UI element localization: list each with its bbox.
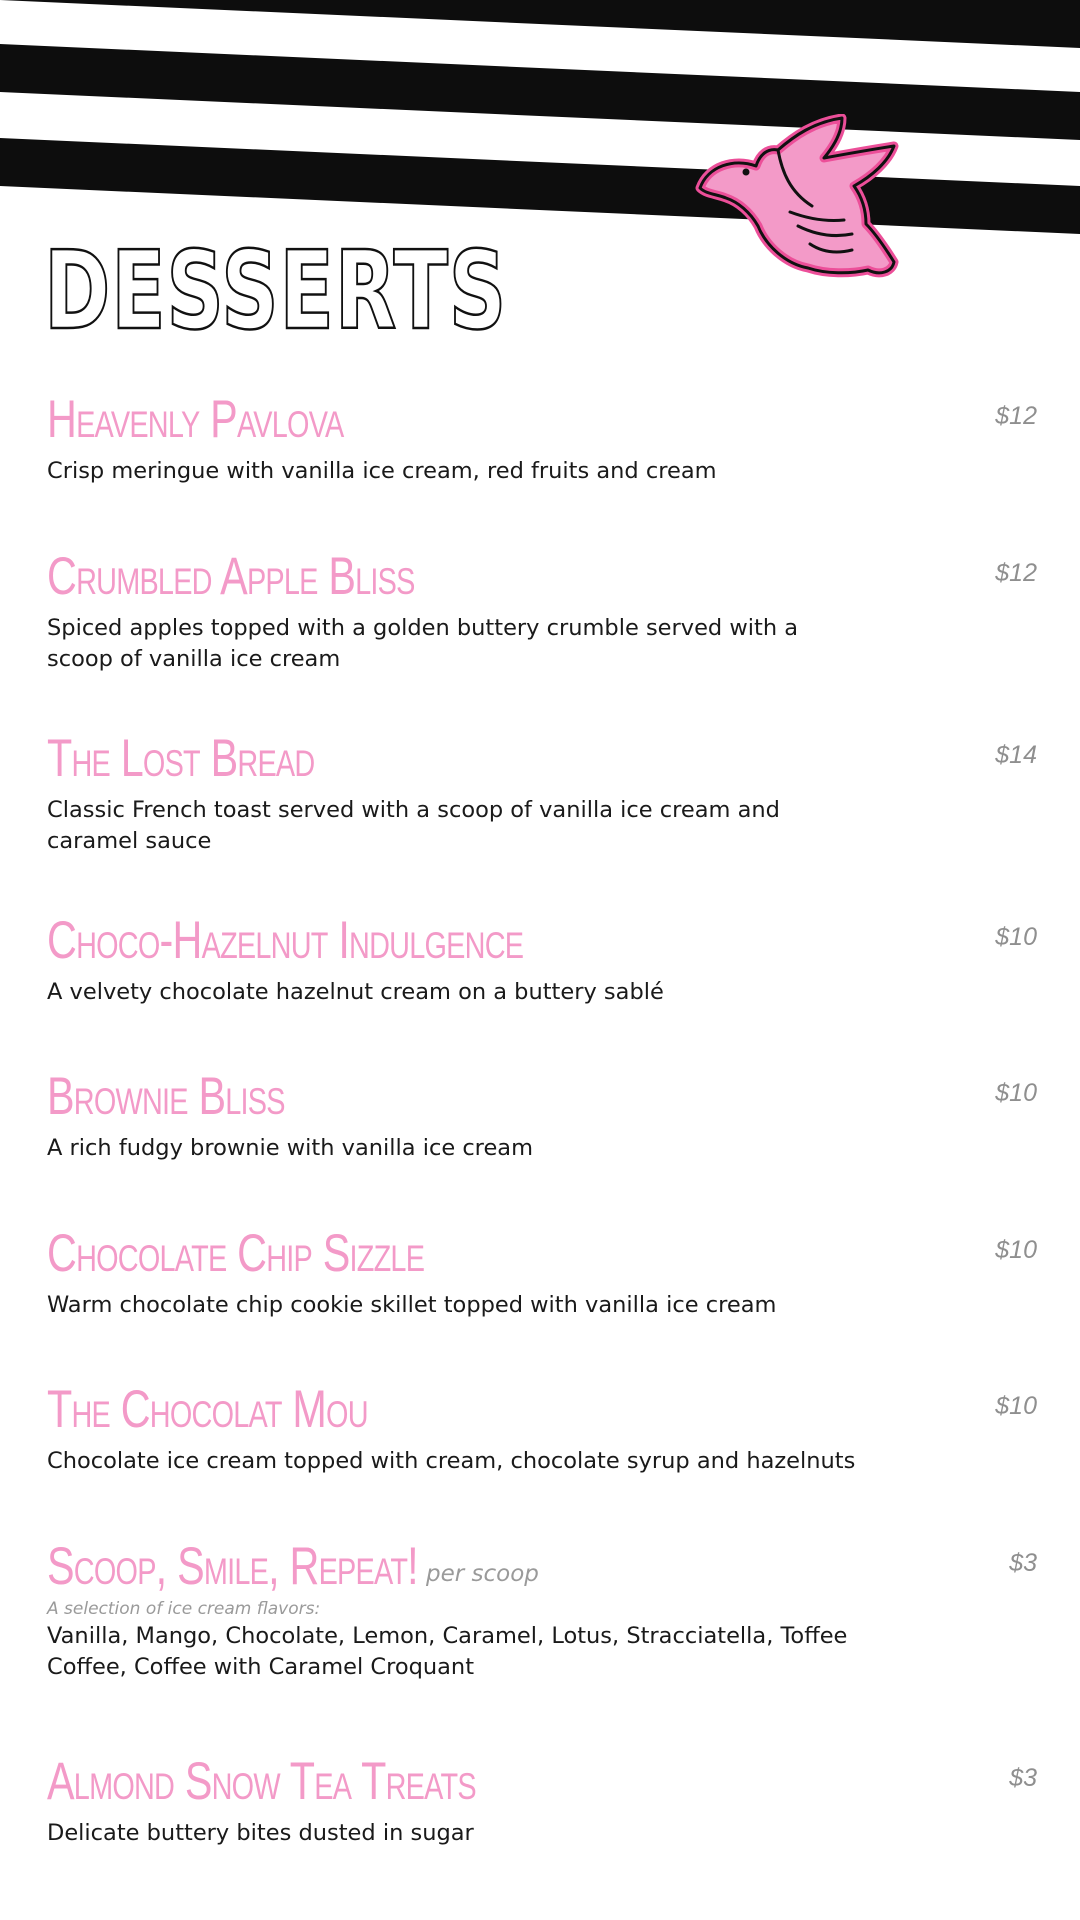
item-description: Vanilla, Mango, Chocolate, Lemon, Caramel, Lotus, Stracciatella, Toffee Coffee, Coffee with Caramel Croquant — [47, 1623, 848, 1680]
menu-item-the-lost-bread — [47, 729, 1037, 857]
menu-item-crumbled-apple-bliss — [47, 547, 1037, 675]
item-description: Classic French toast served with a scoop of vanilla ice cream and caramel sauce — [47, 797, 780, 854]
item-name-row — [47, 1067, 1037, 1127]
menu-title: DESSERTS — [44, 229, 508, 354]
item-description: A rich fudgy brownie with vanilla ice cream — [47, 1135, 533, 1161]
item-description: A velvety chocolate hazelnut cream on a buttery sablé — [47, 979, 664, 1005]
dove-icon — [694, 114, 910, 290]
item-description: Crisp meringue with vanilla ice cream, red fruits and cream — [47, 458, 717, 484]
stripe-3 — [0, 138, 1080, 234]
item-unit: per scoop — [426, 1561, 539, 1587]
stripe-2 — [0, 44, 1080, 140]
item-name: Almond Snow Tea Treats — [47, 1752, 476, 1811]
menu-item-chocolate-chip-sizzle — [47, 1224, 1037, 1321]
item-price: $14 — [995, 741, 1037, 769]
item-description: Delicate buttery bites dusted in sugar — [47, 1820, 474, 1846]
menu-item-scoop-smile-repeat — [47, 1537, 1037, 1683]
item-price: $12 — [995, 402, 1037, 430]
item-price: $10 — [995, 1236, 1037, 1264]
item-name: Choco-Hazelnut Indulgence — [47, 911, 524, 970]
item-name-row — [47, 911, 1037, 971]
stripe-1 — [0, 0, 1080, 48]
item-name: Heavenly Pavlova — [47, 390, 344, 449]
item-name-row — [47, 1752, 1037, 1812]
item-name-row — [47, 547, 1037, 607]
item-name-row — [47, 1224, 1037, 1284]
item-name-row — [47, 1537, 1037, 1597]
item-price: $3 — [1009, 1549, 1037, 1577]
menu-item-the-chocolat-mou — [47, 1380, 1037, 1477]
menu-item-heavenly-pavlova — [47, 390, 1037, 487]
item-description: Spiced apples topped with a golden buttery crumble served with a scoop of vanilla ice cream — [47, 615, 799, 672]
menu-item-choco-hazelnut-indulgence — [47, 911, 1037, 1008]
item-price: $12 — [995, 559, 1037, 587]
item-price: $10 — [995, 923, 1037, 951]
header-stripes — [0, 0, 1080, 260]
menu-item-almond-snow-tea-treats — [47, 1752, 1037, 1849]
item-price: $10 — [995, 1392, 1037, 1420]
item-description: Warm chocolate chip cookie skillet topped with vanilla ice cream — [47, 1292, 777, 1318]
item-price: $3 — [1009, 1764, 1037, 1792]
item-price: $10 — [995, 1079, 1037, 1107]
item-name-row — [47, 390, 1037, 450]
item-name: The Lost Bread — [47, 729, 315, 788]
item-name: Brownie Bliss — [47, 1067, 285, 1126]
item-note: A selection of ice cream flavors: — [47, 1599, 321, 1619]
item-name: Crumbled Apple Bliss — [47, 547, 415, 606]
item-name: Scoop, Smile, Repeat! — [47, 1537, 418, 1596]
item-description: Chocolate ice cream topped with cream, chocolate syrup and hazelnuts — [47, 1448, 856, 1474]
item-name-row — [47, 1380, 1037, 1440]
item-name: Chocolate Chip Sizzle — [47, 1224, 425, 1283]
item-name-row — [47, 729, 1037, 789]
menu-item-brownie-bliss — [47, 1067, 1037, 1164]
item-name: The Chocolat Mou — [47, 1380, 368, 1439]
